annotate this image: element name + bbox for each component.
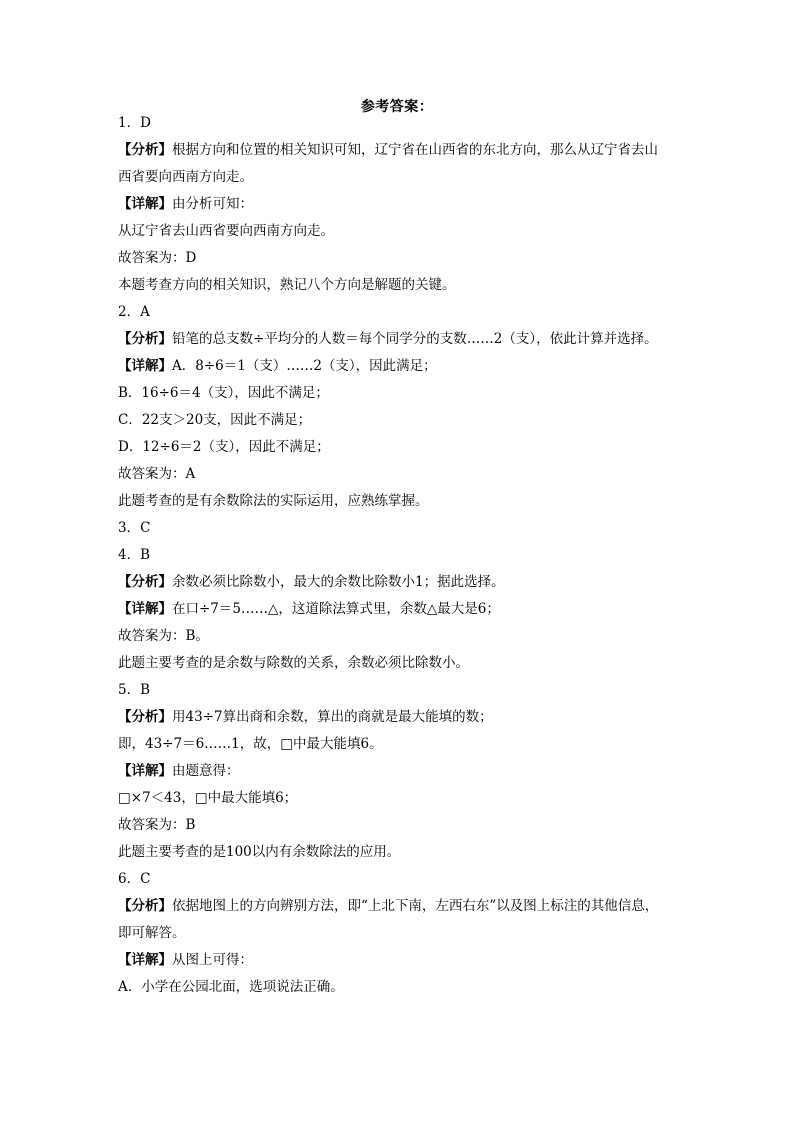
answer-line [118, 299, 678, 326]
answer-line [118, 326, 678, 353]
answer-line [118, 407, 678, 434]
answer-line [118, 272, 678, 299]
line-text: 故答案为：A [118, 466, 196, 482]
line-text: 由分析可知： [172, 196, 253, 212]
line-text: 从图上可得： [172, 952, 253, 968]
line-text: 西省要向西南方向走。 [118, 169, 253, 185]
section-tag: 【分析】 [118, 709, 172, 725]
answer-line [118, 191, 678, 218]
answer-line [118, 380, 678, 407]
answer-line [118, 434, 678, 461]
answer-line [118, 947, 678, 974]
answer-line [118, 515, 678, 542]
section-tag: 【分析】 [118, 331, 172, 347]
line-text: B．16÷6＝4（支），因此不满足； [118, 385, 329, 401]
answer-line [118, 623, 678, 650]
line-text: 此题考查的是有余数除法的实际运用，应熟练掌握。 [118, 493, 429, 509]
line-text: 铅笔的总支数÷平均分的人数＝每个同学分的支数……2（支），依此计算并选择。 [172, 331, 658, 347]
line-text: 即，43÷7＝6……1，故，□中最大能填6。 [118, 736, 383, 752]
line-text: 故答案为：D [118, 250, 197, 266]
section-tag: 【详解】 [118, 601, 172, 617]
answer-line [118, 677, 678, 704]
answer-line [118, 758, 678, 785]
line-text: 2．A [118, 304, 150, 320]
line-text: 故答案为：B。 [118, 628, 209, 644]
section-tag: 【分析】 [118, 898, 172, 914]
line-text: 根据方向和位置的相关知识可知，辽宁省在山西省的东北方向，那么从辽宁省去山 [172, 142, 658, 158]
answer-line [118, 245, 678, 272]
answer-body [118, 110, 678, 1001]
line-text: 由题意得： [172, 763, 240, 779]
line-text: 在口÷7＝5……△，这道除法算式里，余数△最大是6； [172, 601, 500, 617]
answer-line [118, 596, 678, 623]
line-text: D．12÷6＝2（支），因此不满足； [118, 439, 330, 455]
line-text: 此题主要考查的是100以内有余数除法的应用。 [118, 844, 401, 860]
section-tag: 【分析】 [118, 142, 172, 158]
line-text: 故答案为：B [118, 817, 196, 833]
answer-line [118, 812, 678, 839]
section-tag: 【详解】 [118, 358, 172, 374]
line-text: 余数必须比除数小，最大的余数比除数小1；据此选择。 [172, 574, 505, 590]
answer-line [118, 650, 678, 677]
answer-line [118, 893, 678, 920]
answer-line [118, 164, 678, 191]
section-tag: 【分析】 [118, 574, 172, 590]
line-text: C．22支＞20支，因此不满足； [118, 412, 312, 428]
answer-line [118, 218, 678, 245]
section-tag: 【详解】 [118, 763, 172, 779]
answer-line [118, 785, 678, 812]
answer-line [118, 542, 678, 569]
answer-line [118, 488, 678, 515]
line-text: 本题考查方向的相关知识，熟记八个方向是解题的关键。 [118, 277, 456, 293]
answer-line [118, 569, 678, 596]
line-text: 依据地图上的方向辨别方法，即“上北下南，左西右东”以及图上标注的其他信息， [172, 898, 659, 914]
answer-line [118, 974, 678, 1001]
answer-line [118, 353, 678, 380]
line-text: 从辽宁省去山西省要向西南方向走。 [118, 223, 334, 239]
line-text: 用43÷7算出商和余数，算出的商就是最大能填的数； [172, 709, 493, 725]
line-text: □×7＜43，□中最大能填6； [118, 790, 298, 806]
line-text: 4．B [118, 547, 151, 563]
answer-line [118, 704, 678, 731]
section-tag: 【详解】 [118, 196, 172, 212]
page-title: 参考答案： [360, 99, 434, 115]
line-text: 此题主要考查的是余数与除数的关系，余数必须比除数小。 [118, 655, 469, 671]
answer-line [118, 920, 678, 947]
answer-line [118, 839, 678, 866]
line-text: 即可解答。 [118, 925, 186, 941]
answer-line [118, 866, 678, 893]
line-text: 3．C [118, 520, 151, 536]
answer-line [118, 110, 678, 137]
answer-line [118, 731, 678, 758]
answer-line [118, 461, 678, 488]
section-tag: 【详解】 [118, 952, 172, 968]
line-text: A．小学在公园北面，选项说法正确。 [118, 979, 344, 995]
answer-line [118, 137, 678, 164]
line-text: A．8÷6＝1（支）……2（支），因此满足； [172, 358, 437, 374]
line-text: 5．B [118, 682, 151, 698]
line-text: 6．C [118, 871, 151, 887]
line-text: 1．D [118, 115, 151, 131]
